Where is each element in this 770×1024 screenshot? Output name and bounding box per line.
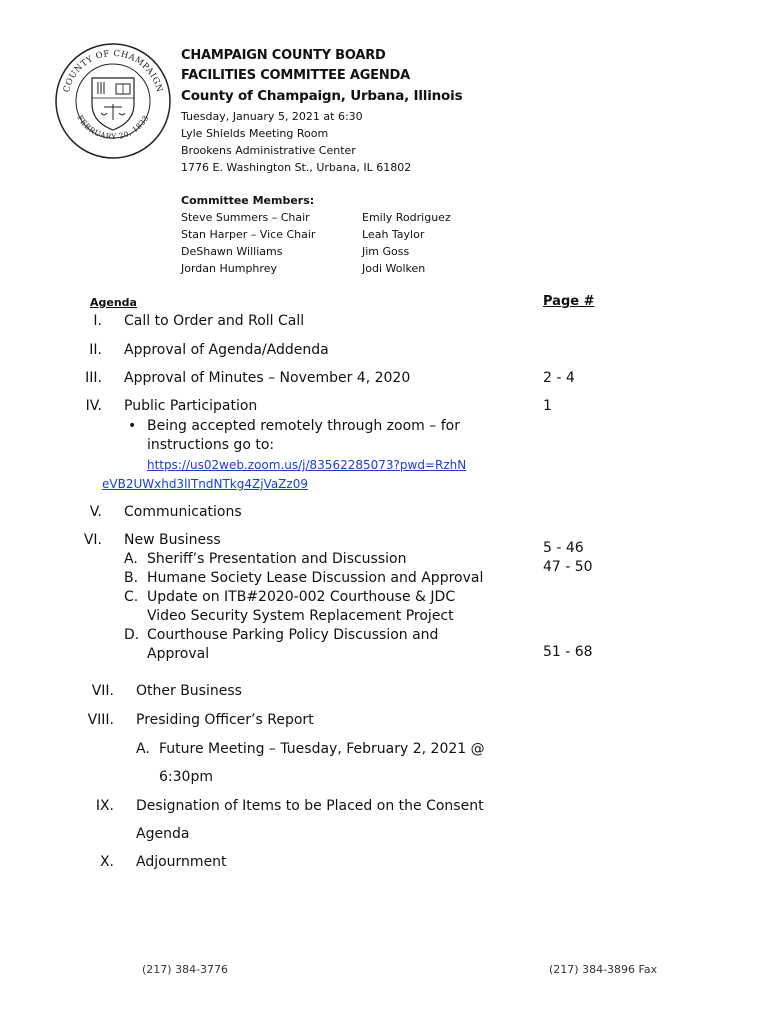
agenda-item-approval-minutes: Approval of Minutes – November 4, 2020: [124, 370, 411, 386]
agenda-item-adjournment: Adjournment: [136, 854, 227, 870]
zoom-link[interactable]: https://us02web.zoom.us/j/83562285073?pwd=RzhN: [147, 458, 467, 472]
page-ref: 2 - 4: [543, 370, 575, 386]
agenda-item-approval-agenda: Approval of Agenda/Addenda: [124, 342, 329, 358]
sub-letter: A.: [136, 741, 150, 757]
sub-letter: A.: [124, 551, 138, 567]
agenda-item-presiding-officer: Presiding Officer’s Report: [136, 712, 314, 728]
bullet-icon: •: [128, 418, 137, 434]
committee-title: FACILITIES COMMITTEE AGENDA: [181, 68, 410, 83]
svg-text:FEBRUARY 20, 1833: FEBRUARY 20, 1833: [75, 113, 151, 142]
item-number: VIII.: [87, 712, 114, 728]
member-name: Leah Taylor: [362, 228, 425, 241]
board-title: CHAMPAIGN COUNTY BOARD: [181, 48, 386, 63]
item-number: VI.: [83, 532, 102, 548]
meeting-address: 1776 E. Washington St., Urbana, IL 61802: [181, 161, 412, 174]
page-number-label: Page #: [543, 294, 595, 309]
item-number: V.: [89, 504, 102, 520]
page-ref: 5 - 46: [543, 540, 584, 556]
page-ref: 47 - 50: [543, 559, 593, 575]
sub-item-humane-society: Humane Society Lease Discussion and Approval: [147, 570, 484, 586]
agenda-item-new-business: New Business: [124, 532, 221, 548]
member-name: Emily Rodriguez: [362, 211, 451, 224]
member-name: Stan Harper – Vice Chair: [181, 228, 316, 241]
zoom-link-continued[interactable]: eVB2UWxhd3lITndNTkg4ZjVaZz09: [102, 477, 308, 491]
members-column-1: [181, 209, 315, 277]
item-number: IX.: [95, 798, 114, 814]
item-number: II.: [89, 342, 102, 358]
sub-item-parking-policy-2: Approval: [147, 646, 210, 662]
item-number: I.: [93, 313, 102, 329]
page-ref: 1: [543, 398, 552, 414]
sub-item-future-meeting-2: 6:30pm: [159, 769, 213, 785]
member-name: Jodi Wolken: [362, 262, 426, 275]
agenda-item-public-participation: Public Participation: [124, 398, 258, 414]
agenda-item-consent: Designation of Items to be Placed on the Consent: [136, 798, 484, 814]
sub-item-sheriff: Sheriff’s Presentation and Discussion: [147, 551, 407, 567]
item-number: X.: [99, 854, 114, 870]
item-number: VII.: [91, 683, 114, 699]
footer-fax: (217) 384-3896 Fax: [549, 963, 658, 976]
members-column-2: [362, 209, 451, 277]
county-seal: [54, 42, 172, 160]
item-number: III.: [85, 370, 102, 386]
agenda-item-communications: Communications: [124, 504, 242, 520]
zoom-note-2: instructions go to:: [147, 437, 275, 453]
sub-item-parking-policy: Courthouse Parking Policy Discussion and: [147, 627, 439, 643]
svg-text:COUNTY OF CHAMPAIGN: COUNTY OF CHAMPAIGN: [61, 48, 165, 94]
member-name: Steve Summers – Chair: [181, 211, 310, 224]
agenda-item-consent-2: Agenda: [136, 826, 190, 842]
item-number: IV.: [85, 398, 102, 414]
footer-phone: (217) 384-3776: [142, 963, 229, 976]
member-name: Jordan Humphrey: [181, 262, 277, 275]
sub-item-future-meeting: Future Meeting – Tuesday, February 2, 2021 @: [159, 741, 485, 757]
meeting-building: Brookens Administrative Center: [181, 144, 356, 157]
member-name: DeShawn Williams: [181, 245, 283, 258]
agenda-label: Agenda: [90, 296, 137, 309]
sub-letter: D.: [124, 627, 140, 643]
meeting-room: Lyle Shields Meeting Room: [181, 127, 329, 140]
sub-letter: B.: [124, 570, 139, 586]
members-heading: Committee Members:: [181, 194, 315, 207]
zoom-note: Being accepted remotely through zoom – for: [147, 418, 460, 434]
sub-letter: C.: [124, 589, 139, 605]
page-ref: 51 - 68: [543, 644, 593, 660]
county-title: County of Champaign, Urbana, Illinois: [181, 88, 463, 104]
member-name: Jim Goss: [362, 245, 410, 258]
sub-item-itb-update: Update on ITB#2020-002 Courthouse & JDC: [147, 589, 456, 605]
meeting-date: Tuesday, January 5, 2021 at 6:30: [181, 110, 363, 123]
agenda-item-call-to-order: Call to Order and Roll Call: [124, 313, 305, 329]
sub-item-itb-update-2: Video Security System Replacement Project: [147, 608, 454, 624]
agenda-item-other-business: Other Business: [136, 683, 242, 699]
